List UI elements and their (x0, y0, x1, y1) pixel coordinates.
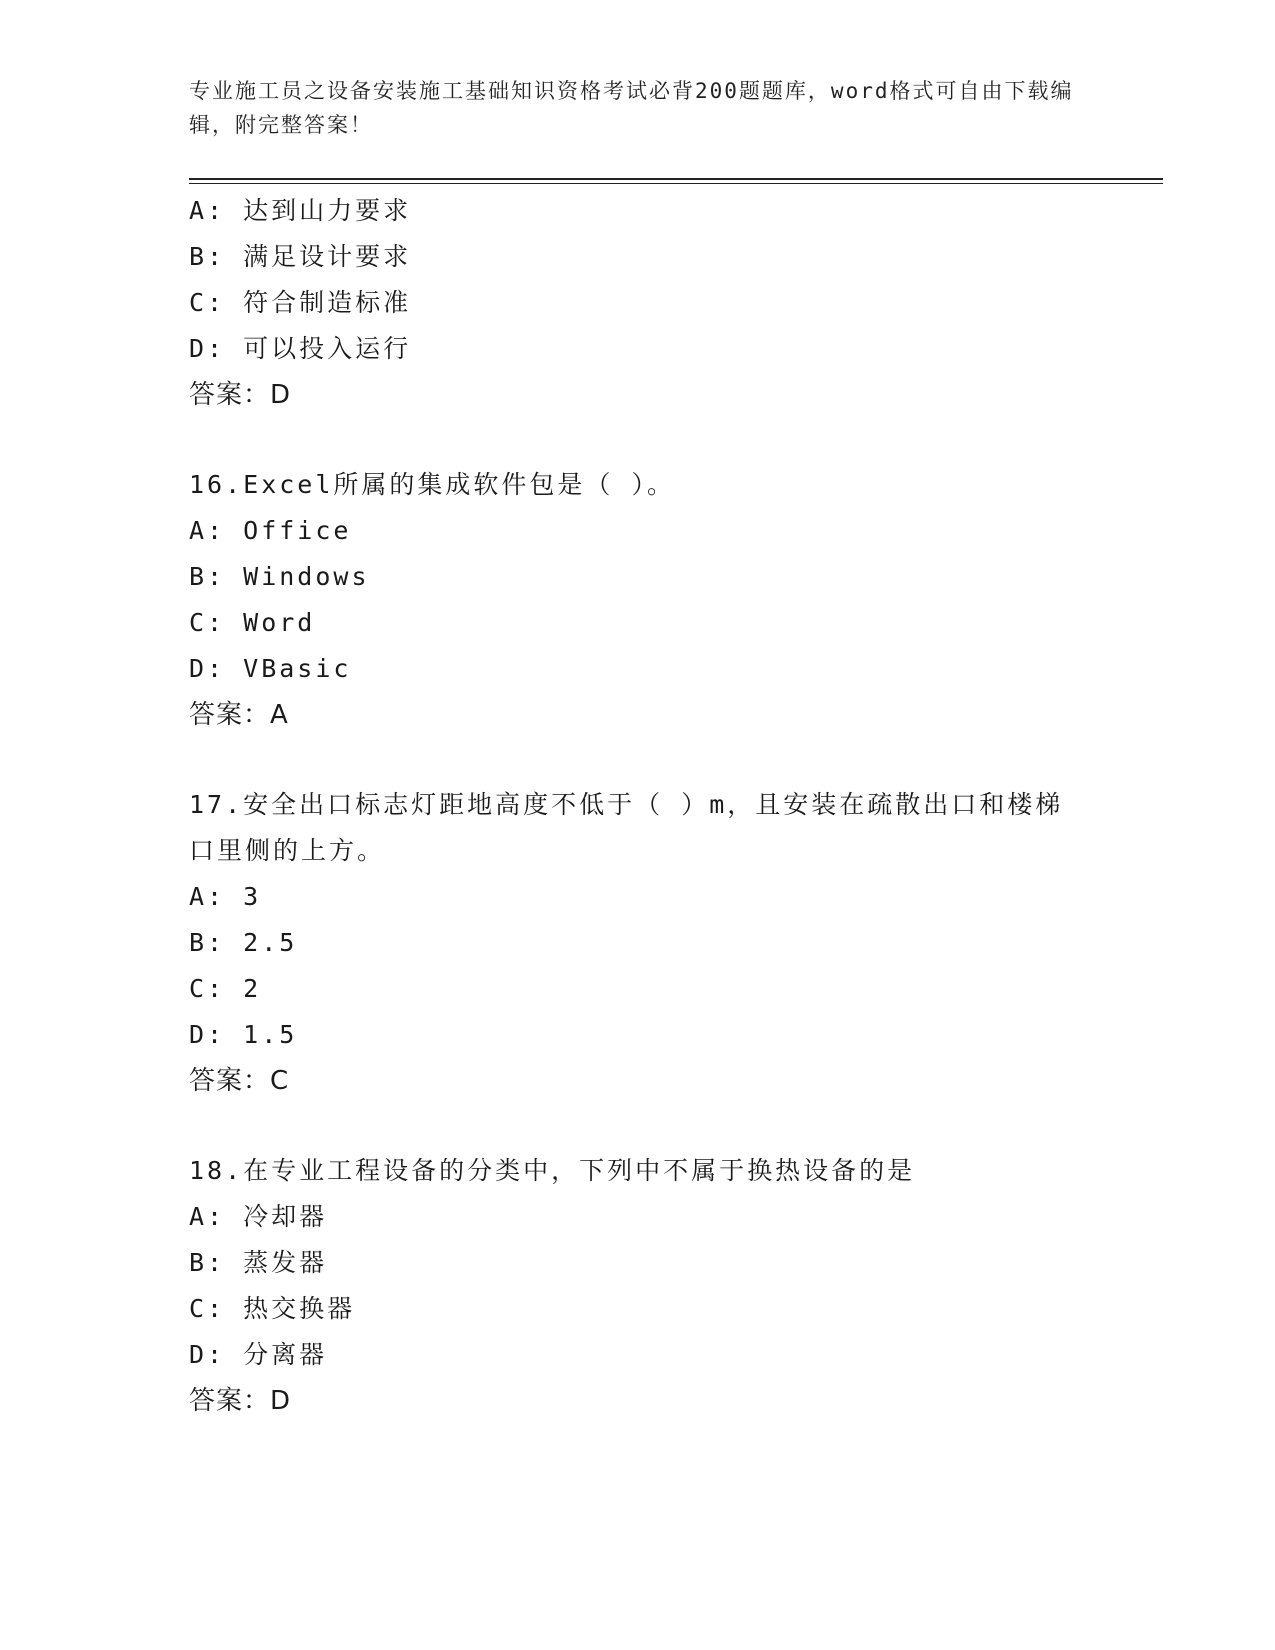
question-text-line-2: 口里侧的上方。 (189, 836, 386, 865)
option-d: D: VBasic (189, 654, 352, 683)
option-a: A: Office (189, 516, 352, 545)
question-list (189, 188, 1129, 1424)
question-text: 18.在专业工程设备的分类中，下列中不属于换热设备的是 (189, 1156, 916, 1185)
option-a: A: 3 (189, 882, 262, 911)
answer: 答案：A (189, 700, 289, 730)
header-divider-thick (189, 178, 1163, 180)
answer: 答案：C (189, 1066, 290, 1096)
option-b: B: Windows (189, 562, 370, 591)
answer: 答案：D (189, 1386, 292, 1416)
question-15-block (189, 188, 1129, 418)
option-c: C: 热交换器 (189, 1294, 356, 1323)
document-header: 专业施工员之设备安装施工基础知识资格考试必背200题题库，word格式可自由下载编辑，附完整答案！ (189, 79, 1074, 137)
question-17-block (189, 782, 1129, 1104)
option-a: A: 达到山力要求 (189, 196, 412, 225)
question-16-block (189, 462, 1129, 738)
option-d: D: 分离器 (189, 1340, 328, 1369)
question-spacer (189, 738, 1129, 782)
question-spacer (189, 1104, 1129, 1148)
option-c: C: Word (189, 608, 316, 637)
option-c: C: 符合制造标准 (189, 288, 412, 317)
option-b: B: 满足设计要求 (189, 242, 412, 271)
question-spacer (189, 418, 1129, 462)
option-d: D: 1.5 (189, 1020, 298, 1049)
answer: 答案：D (189, 380, 292, 410)
question-18-block (189, 1148, 1129, 1424)
option-c: C: 2 (189, 974, 262, 1003)
option-a: A: 冷却器 (189, 1202, 328, 1231)
header-divider-thin (189, 183, 1163, 184)
option-d: D: 可以投入运行 (189, 334, 412, 363)
option-b: B: 2.5 (189, 928, 298, 957)
question-text: 16.Excel所属的集成软件包是（ ）。 (189, 470, 675, 499)
option-b: B: 蒸发器 (189, 1248, 328, 1277)
question-text-line-1: 17.安全出口标志灯距地高度不低于（ ）m，且安装在疏散出口和楼梯 (189, 790, 1064, 819)
